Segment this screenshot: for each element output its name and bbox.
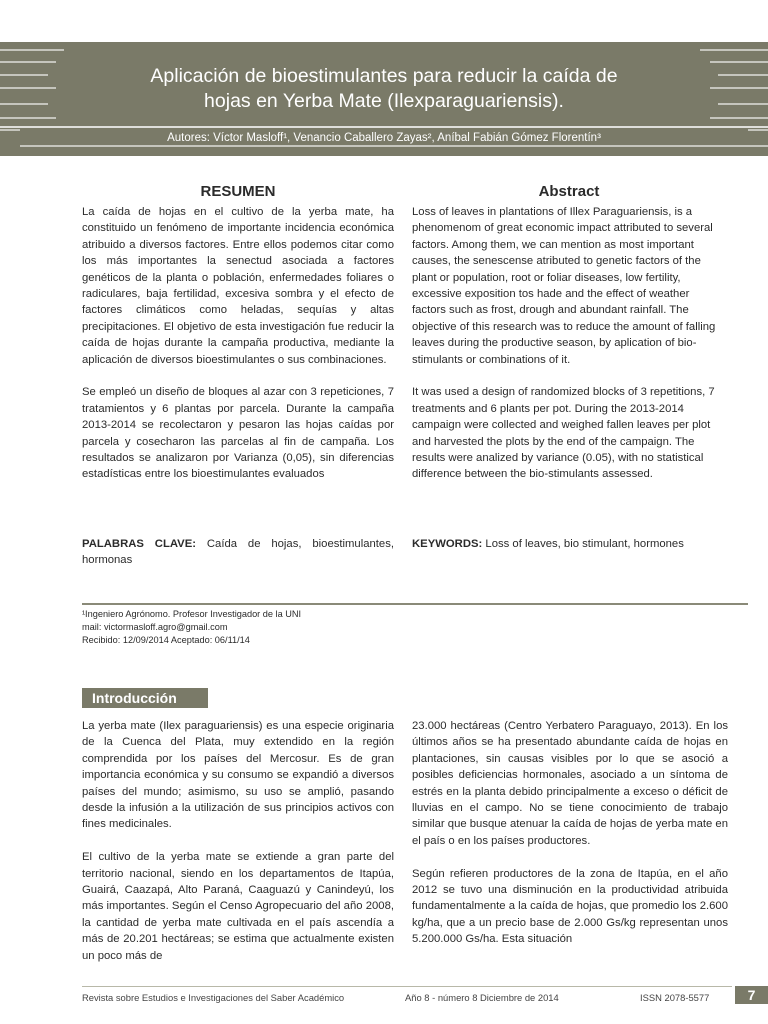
title-banner	[0, 42, 768, 156]
footer-issn: ISSN 2078-5577	[640, 992, 710, 1003]
resumen-keywords	[82, 536, 394, 569]
abstract-body	[412, 204, 726, 499]
abstract-paragraph-2: It was used a design of randomized blocks of 3 repetitions, 7 treatments and 6 plants per pot. During the 2013-2014 campaign were collected and weighed fallen leaves per plot and harvested the plots by the end of the campaign. The results were analized by variance (0.05), with no statistical difference between the bio-stimulants assessed.	[412, 386, 715, 481]
abstract-heading: Abstract	[538, 183, 600, 200]
intro-right-column	[412, 718, 728, 964]
abstract-keywords	[412, 536, 726, 552]
abstract-paragraph-1: Loss of leaves in plantations of Illex Paraguariensis, is a phenomenom of great economic impact attributed to several factors. Among them, we can mention as most important causes, the senescense atributed to genetic factors of the plant or population, root or foliar diseases, low fertility, excessive exposition tos hade and the effect of weather factors such as frost, drough and abundant rainfall. The objective of this research was to reduce the amount of falling leaves during the productive season, by aplication of bio-stimulants or combinations of it.	[412, 206, 716, 366]
resumen-heading: RESUMEN	[200, 183, 276, 200]
footer-issue: Año 8 - número 8 Diciembre de 2014	[405, 992, 559, 1003]
keywords-label-en: KEYWORDS:	[412, 538, 483, 550]
intro-left-paragraph-2: El cultivo de la yerba mate se extiende a gran parte del territorio nacional, siendo en los departamentos de Itapúa, Guairá, Caazapá, Alto Paraná, Caaguazú y Canindeyú, los más importantes. Según el Censo Agropecuario del año 2008, la cantidad de yerba mate cultivada en el país ascendía a más de 20.201 hectáreas; se estima que actualmente existen un poco más de	[82, 851, 394, 962]
paper-title	[110, 64, 658, 114]
footnote-divider	[82, 603, 748, 605]
intro-right-paragraph-1: 23.000 hectáreas (Centro Yerbatero Paraguayo, 2013). En los últimos años se ha presentado abundante caída de hojas en plantaciones, sin causas visibles por lo que se asoció a posibles deficiencias hormonales, asociado a un síntoma de estrés en la planta debido principalmente a exceso o déficit de lluvias en el campo. No se tiene conocimiento de trabajo similar que busque atenuar la caída de hojas de yerba mate en el país o en los países productores.	[412, 720, 728, 847]
title-line-1: Aplicación de bioestimulantes para reducir la caída de	[150, 65, 618, 87]
title-line-2: hojas en Yerba Mate (Ilexparaguariensis).	[204, 90, 564, 112]
keywords-text-en: Loss of leaves, bio stimulant, hormones	[482, 538, 684, 550]
keywords-text: Caída de hojas, bioestimulantes, hormonas	[82, 538, 394, 567]
intro-left-paragraph-1: La yerba mate (Ilex paraguariensis) es una especie originaria de la Cuenca del Plata, muy extendido en la región comprendida por los países del Mercosur. Es de gran importancia económica y su consumo se expandió a diversos países del mundo; asimismo, su uso se amplió, pasando desde la infusión a la utilización de sus principios activos con fines medicinales.	[82, 720, 394, 831]
footnote-email: mail: victormasloff.agro@gmail.com	[82, 622, 228, 632]
resumen-paragraph-2: Se empleó un diseño de bloques al azar con 3 repeticiones, 7 tratamientos y 6 plantas por parcela. Durante la campaña 2013-2014 se recolectaron y pesaron las hojas caídas por parcela y cosecharon las parcelas al fin de campaña. Los resultados se analizaron por Varianza (0,05), sin diferencias estadísticas entre los bioestimulantes evaluados	[82, 386, 394, 481]
page-number: 7	[735, 986, 768, 1004]
intro-heading: Introducción	[82, 688, 208, 708]
resumen-paragraph-1: La caída de hojas en el cultivo de la yerba mate, ha constituido un fenómeno de importante incidencia económica atribuido a diversos factores. Entre ellos podemos citar como los más importantes la senectud asociada a factores genéticos de la planta o población, enfermedades foliares o radiculares, baja fertilidad, excesiva sombra y el efecto de factores climáticos como heladas, sequías y altas precipitaciones. El objetivo de esta investigación fue reducir la caída de hojas durante la campaña productiva, mediante la aplicación de diversos bioestimulantes o sus combinaciones.	[82, 206, 394, 366]
author-footnote	[82, 608, 301, 647]
intro-left-column	[82, 718, 394, 980]
authors-line: Autores: Víctor Masloff¹, Venancio Caballero Zayas², Aníbal Fabián Gómez Florentín³	[167, 132, 601, 144]
intro-right-paragraph-2: Según refieren productores de la zona de Itapúa, en el año 2012 se tuvo una disminución en la productividad atribuida fundamentalmente a la caída de hojas, que promedio los 2.600 kg/ha, que a un precio base de 2.000 Gs/kg representan unos 5.200.000 Gs/ha. Esta situación	[412, 867, 728, 946]
keywords-label: PALABRAS CLAVE:	[82, 538, 197, 550]
footnote-dates: Recibido: 12/09/2014 Aceptado: 06/11/14	[82, 635, 250, 645]
footer-journal: Revista sobre Estudios e Investigaciones del Saber Académico	[82, 992, 345, 1003]
footer-divider	[82, 986, 732, 987]
resumen-body	[82, 204, 394, 499]
footnote-affiliation: ¹Ingeniero Agrónomo. Profesor Investigador de la UNI	[82, 609, 302, 619]
